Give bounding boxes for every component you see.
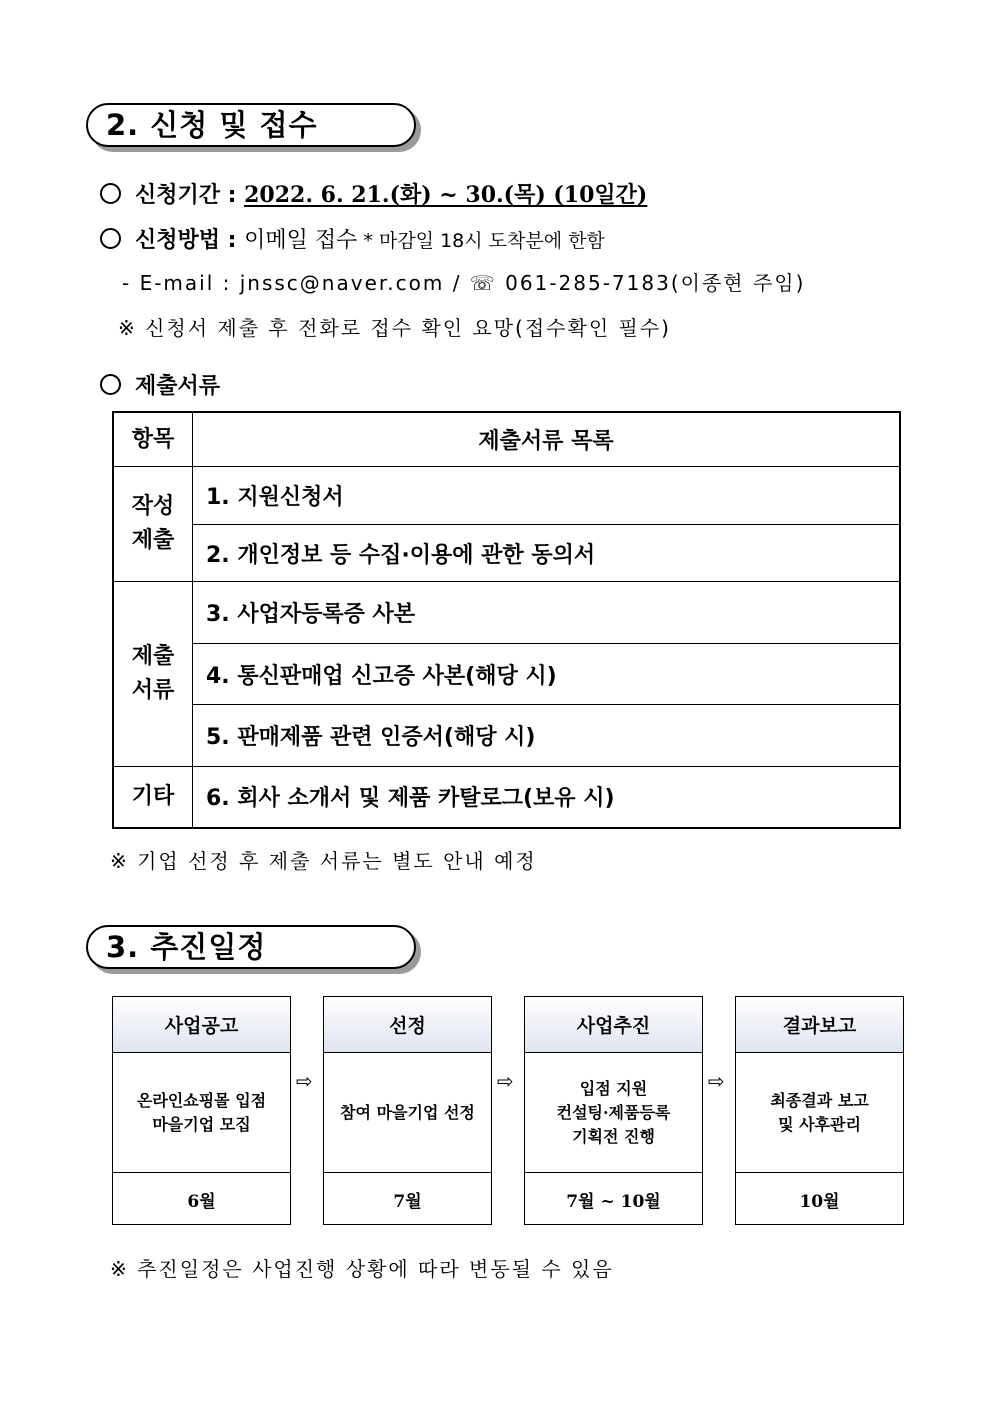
table-row — [113, 644, 900, 705]
step-body-line: 기획전 진행 — [572, 1126, 655, 1146]
table-row — [113, 705, 900, 767]
schedule-step-report — [735, 996, 904, 1225]
section-2-title — [86, 103, 416, 147]
table-row — [113, 582, 900, 644]
documents-heading-line — [100, 369, 220, 400]
table-header-row — [113, 412, 900, 467]
confirm-note: ※ 신청서 제출 후 전화로 접수 확인 요망(접수확인 필수) — [118, 316, 671, 340]
step-month: 7월 ~ 10월 — [566, 1191, 661, 1212]
step-body — [736, 1053, 903, 1173]
table-note: ※ 기업 선정 후 제출 서류는 별도 안내 예정 — [110, 849, 537, 873]
category-cell-documents — [113, 582, 193, 767]
step-body — [324, 1053, 491, 1173]
step-head: 사업추진 — [525, 997, 702, 1053]
step-body-line: 온라인쇼핑몰 입점 — [136, 1090, 267, 1110]
document-item: 3. 사업자등록증 사본 — [193, 582, 901, 644]
application-method-line — [100, 223, 605, 254]
period-label: 신청기간 : — [135, 183, 245, 208]
application-period-line — [100, 178, 647, 209]
step-body-line: 및 사후관리 — [778, 1114, 861, 1134]
method-value: 이메일 접수 — [244, 228, 358, 253]
step-body-line: 최종결과 보고 — [770, 1090, 869, 1110]
step-body — [113, 1053, 290, 1173]
step-month: 10월 — [799, 1191, 840, 1212]
table-row — [113, 767, 900, 828]
document-item: 1. 지원신청서 — [193, 467, 901, 525]
schedule-step-execution — [524, 996, 703, 1225]
step-body-line: 마을기업 모집 — [152, 1114, 251, 1134]
step-body-line: 입점 지원 — [579, 1078, 648, 1098]
circle-bullet-icon — [100, 374, 121, 395]
documents-heading: 제출서류 — [135, 374, 221, 399]
documents-table — [112, 411, 901, 829]
header-list: 제출서류 목록 — [193, 412, 901, 467]
category-text: 제출 — [131, 528, 175, 553]
category-text: 작성 — [131, 494, 175, 519]
document-item: 2. 개인정보 등 수집·이용에 관한 동의서 — [193, 525, 901, 582]
step-head: 선정 — [324, 997, 491, 1053]
method-label: 신청방법 : — [135, 228, 245, 253]
step-body — [525, 1053, 702, 1173]
method-note: * 마감일 18시 도착분에 한함 — [357, 230, 605, 252]
right-arrow-icon: ⇨ — [296, 1069, 313, 1093]
schedule-step-selection — [323, 996, 492, 1225]
category-cell-other: 기타 — [113, 767, 193, 828]
schedule-note: ※ 추진일정은 사업진행 상황에 따라 변동될 수 있음 — [110, 1257, 614, 1281]
section-3-title — [86, 925, 416, 969]
period-value: 2022. 6. 21.(화) ~ 30.(목) (10일간) — [244, 182, 648, 208]
step-month: 6월 — [187, 1191, 216, 1212]
document-item: 5. 판매제품 관련 인증서(해당 시) — [193, 705, 901, 767]
step-body-line: 컨설팅·제품등록 — [556, 1102, 671, 1122]
email-contact-line: - E-mail : jnssc@naver.com / ☏ 061-285-7183(이종현 주임) — [122, 271, 806, 295]
header-category: 항목 — [113, 412, 193, 467]
right-arrow-icon: ⇨ — [497, 1069, 514, 1093]
document-item: 6. 회사 소개서 및 제품 카탈로그(보유 시) — [193, 767, 901, 828]
category-text: 제출 — [131, 644, 175, 669]
category-text: 서류 — [131, 678, 175, 703]
table-row — [113, 467, 900, 525]
circle-bullet-icon — [100, 183, 121, 204]
schedule-step-announcement — [112, 996, 291, 1225]
category-cell-written — [113, 467, 193, 582]
step-head: 결과보고 — [736, 997, 903, 1053]
document-item: 4. 통신판매업 신고증 사본(해당 시) — [193, 644, 901, 705]
table-row — [113, 525, 900, 582]
step-head: 사업공고 — [113, 997, 290, 1053]
step-month: 7월 — [393, 1191, 422, 1212]
right-arrow-icon: ⇨ — [708, 1069, 725, 1093]
circle-bullet-icon — [100, 228, 121, 249]
step-body-line: 참여 마을기업 선정 — [340, 1102, 475, 1122]
section-3-title-text: 3. 추진일정 — [106, 930, 267, 964]
section-2-title-text: 2. 신청 및 접수 — [106, 108, 318, 142]
